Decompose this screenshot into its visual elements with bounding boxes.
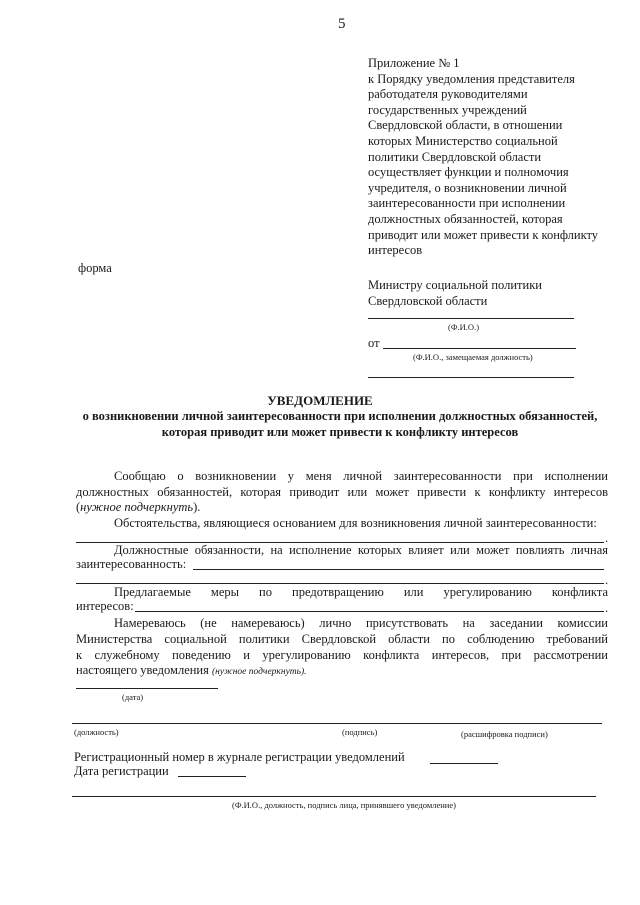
p4-line2: интересов:	[76, 599, 134, 613]
form-label: форма	[78, 261, 112, 275]
p3-dot: .	[605, 573, 609, 587]
p1-line1: Сообщаю о возникновении у меня личной заинтересованности при исполнении	[114, 469, 608, 483]
registration-date-line[interactable]	[178, 776, 246, 777]
appendix-line: которых Министерство социальной	[368, 133, 558, 148]
p4-answer-line[interactable]	[135, 611, 604, 612]
signature-line[interactable]	[72, 723, 602, 724]
appendix-line: государственных учреждений	[368, 102, 527, 117]
appendix-line: работодателя руководителями	[368, 87, 528, 102]
appendix-title: Приложение № 1	[368, 56, 460, 70]
p3-line1: Должностные обязанности, на исполнение которых влияет или может повлиять личная	[114, 543, 608, 557]
appendix-block	[368, 56, 630, 259]
appendix-line: интересов	[368, 243, 423, 258]
date-caption: (дата)	[122, 692, 144, 702]
addressee-line1: Министру социальной политики	[368, 278, 542, 292]
p4-line1: Предлагаемые меры по предотвращению или урегулированию конфликта	[114, 585, 608, 599]
appendix-line: к Порядку уведомления представителя	[368, 71, 575, 86]
decoding-caption: (расшифровка подписи)	[461, 729, 548, 739]
p1-underline-note: нужное подчеркнуть	[80, 500, 194, 514]
p2-text: Обстоятельства, являющиеся основанием для возникновения личной заинтересованности:	[114, 516, 597, 530]
page-number: 5	[338, 16, 346, 32]
p3-answer-line-2[interactable]	[76, 583, 604, 584]
p2-dot: .	[605, 531, 609, 545]
appendix-line: учредителя, о возникновении личной	[368, 180, 567, 195]
p1-line3	[76, 500, 200, 516]
appendix-line: приводит или может привести к конфликту	[368, 227, 599, 242]
registration-date-label: Дата регистрации	[74, 764, 169, 778]
p1-line2: должностных обязанностей, которая приводит или может привести к конфликту интересов	[76, 485, 608, 499]
p1-open-paren: (	[76, 500, 81, 514]
from-caption: (Ф.И.О., замещаемая должность)	[413, 352, 533, 362]
appendix-line: политики Свердловской области	[368, 149, 542, 164]
addressee-extra-line[interactable]	[368, 377, 574, 378]
addressee-line2: Свердловской области	[368, 294, 488, 308]
signature-caption: (подпись)	[342, 727, 378, 737]
p5-line3: к служебному поведению и урегулированию конфликта интересов, при рассмотрении	[76, 648, 608, 662]
fio-caption: (Ф.И.О.)	[448, 322, 480, 332]
appendix-line: Свердловской области, в отношении	[368, 118, 563, 133]
registration-number-line[interactable]	[430, 763, 498, 764]
receiver-line[interactable]	[72, 796, 596, 797]
appendix-line: осуществляет функции и полномочия	[368, 165, 569, 180]
p3-answer-line-1[interactable]	[193, 569, 604, 570]
appendix-line: заинтересованности при исполнении	[368, 196, 566, 211]
notice-title: УВЕДОМЛЕНИЕ	[267, 393, 373, 408]
registration-number-label: Регистрационный номер в журнале регистрации уведомлений	[74, 750, 405, 764]
p4-dot: .	[605, 601, 609, 615]
p5-line1: Намереваюсь (не намереваюсь) лично присутствовать на заседании комиссии	[114, 616, 608, 630]
p1-close-paren: ).	[193, 500, 201, 514]
from-label: от	[368, 336, 380, 350]
receiver-caption: (Ф.И.О., должность, подпись лица, принявшего уведомление)	[232, 800, 456, 810]
p5-line2: Министерства социальной политики Свердловской области по соблюдению требований	[76, 632, 608, 646]
appendix-line: должностных обязанностей, которая	[368, 211, 563, 226]
fio-line[interactable]	[368, 318, 574, 319]
p5-underline-note: (нужное подчеркнуть).	[212, 667, 307, 677]
p3-line2: заинтересованность:	[76, 557, 187, 571]
position-caption: (должность)	[74, 727, 119, 737]
p5-line4	[76, 663, 307, 681]
from-line[interactable]	[383, 348, 576, 349]
notice-subtitle-1: о возникновении личной заинтересованности при исполнении должностных обязанностей,	[82, 409, 598, 423]
date-line[interactable]	[76, 688, 218, 689]
notice-subtitle-2: которая приводит или может привести к конфликту интересов	[161, 425, 519, 439]
p5-line4-text: настоящего уведомления	[76, 663, 209, 677]
